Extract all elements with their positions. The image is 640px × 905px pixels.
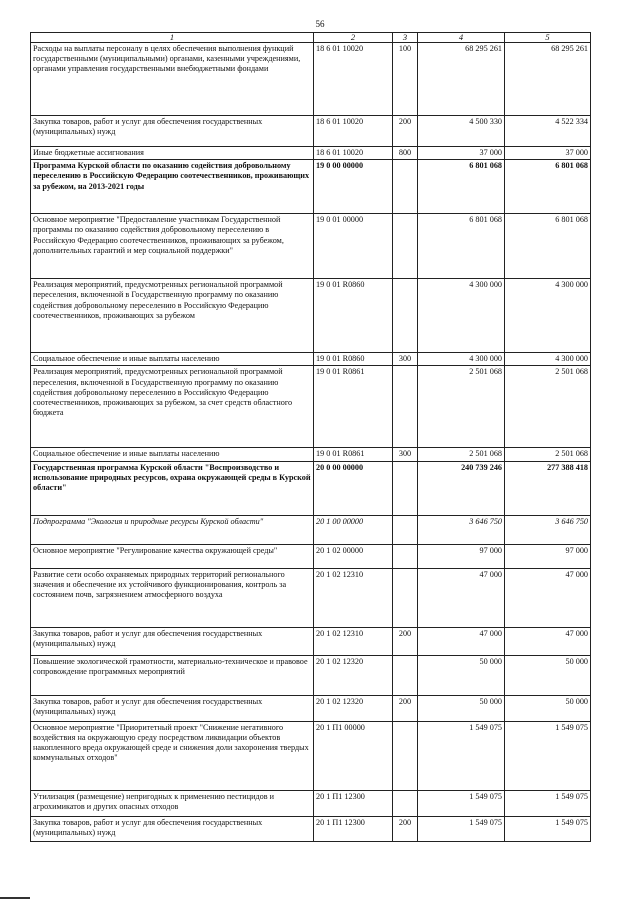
row-code-cell: 20 1 02 12310 — [314, 568, 393, 627]
row-code-cell: 19 0 01 00000 — [314, 214, 393, 279]
row-vr-cell — [393, 214, 418, 279]
row-code-cell: 20 1 П1 12300 — [314, 790, 393, 816]
row-vr-cell — [393, 568, 418, 627]
table-row — [31, 146, 591, 159]
row-vr-cell — [393, 366, 418, 448]
row-sum1-cell: 3 646 750 — [418, 515, 505, 544]
column-header-vr: 3 — [393, 33, 418, 43]
table-row — [31, 655, 591, 695]
column-header-code: 2 — [314, 33, 393, 43]
table-row — [31, 160, 591, 214]
row-sum1-cell: 2 501 068 — [418, 366, 505, 448]
row-sum1-cell: 1 549 075 — [418, 790, 505, 816]
row-vr-cell: 300 — [393, 353, 418, 366]
row-sum2-cell: 47 000 — [505, 627, 591, 655]
row-vr-cell: 200 — [393, 627, 418, 655]
row-sum2-cell: 2 501 068 — [505, 366, 591, 448]
row-sum2-cell: 50 000 — [505, 695, 591, 721]
row-sum2-cell: 68 295 261 — [505, 42, 591, 115]
row-code-cell: 19 0 01 R0861 — [314, 448, 393, 461]
row-sum2-cell: 1 549 075 — [505, 816, 591, 841]
row-sum2-cell: 4 300 000 — [505, 279, 591, 353]
row-vr-cell: 200 — [393, 816, 418, 841]
row-name-cell: Подпрограмма "Экология и природные ресурсы Курской области" — [31, 515, 314, 544]
row-sum1-cell: 68 295 261 — [418, 42, 505, 115]
row-code-cell: 18 6 01 10020 — [314, 42, 393, 115]
table-header-row — [31, 33, 591, 43]
row-vr-cell — [393, 461, 418, 515]
row-sum1-cell: 37 000 — [418, 146, 505, 159]
row-sum2-cell: 2 501 068 — [505, 448, 591, 461]
column-header-sum1: 4 — [418, 33, 505, 43]
row-code-cell: 19 0 00 00000 — [314, 160, 393, 214]
row-vr-cell: 200 — [393, 115, 418, 146]
row-code-cell: 20 1 02 00000 — [314, 544, 393, 568]
table-row — [31, 448, 591, 461]
row-name-cell: Развитие сети особо охраняемых природных территорий регионального значения и обеспечение их устойчивого функционирования, контроль за состоянием почв, загрязнением атмосферного воздуха — [31, 568, 314, 627]
row-sum1-cell: 1 549 075 — [418, 721, 505, 790]
row-code-cell: 19 0 01 R0860 — [314, 353, 393, 366]
row-vr-cell — [393, 721, 418, 790]
row-sum1-cell: 4 300 000 — [418, 353, 505, 366]
row-sum2-cell: 47 000 — [505, 568, 591, 627]
row-name-cell: Реализация мероприятий, предусмотренных региональной программой переселения, включенной в Государственную программу по оказанию содействия добровольному переселению в Российскую Федерацию соотечественников, проживающих за рубежом — [31, 279, 314, 353]
row-name-cell: Социальное обеспечение и иные выплаты населению — [31, 448, 314, 461]
footer-mark — [0, 897, 30, 899]
row-code-cell: 20 1 02 12310 — [314, 627, 393, 655]
row-vr-cell — [393, 790, 418, 816]
row-code-cell: 19 0 01 R0861 — [314, 366, 393, 448]
row-sum1-cell: 47 000 — [418, 568, 505, 627]
row-sum1-cell: 47 000 — [418, 627, 505, 655]
row-name-cell: Социальное обеспечение и иные выплаты населению — [31, 353, 314, 366]
row-code-cell: 20 1 П1 00000 — [314, 721, 393, 790]
row-sum2-cell: 6 801 068 — [505, 160, 591, 214]
row-code-cell: 18 6 01 10020 — [314, 115, 393, 146]
row-name-cell: Закупка товаров, работ и услуг для обеспечения государственных (муниципальных) нужд — [31, 816, 314, 841]
row-sum2-cell: 97 000 — [505, 544, 591, 568]
row-code-cell: 20 1 02 12320 — [314, 695, 393, 721]
table-row — [31, 353, 591, 366]
page-number: 56 — [315, 19, 325, 29]
row-sum1-cell: 1 549 075 — [418, 816, 505, 841]
row-sum2-cell: 4 300 000 — [505, 353, 591, 366]
row-name-cell: Основное мероприятие "Приоритетный проект "Снижение негативного воздействия на окружающую среду посредством ликвидации объектов накопленного вреда окружающей среде и снижения доли захоронения твердых коммунальных отходов" — [31, 721, 314, 790]
row-sum2-cell: 277 388 418 — [505, 461, 591, 515]
row-sum2-cell: 37 000 — [505, 146, 591, 159]
table-row — [31, 115, 591, 146]
row-sum2-cell: 6 801 068 — [505, 214, 591, 279]
budget-table — [30, 32, 591, 842]
row-name-cell: Реализация мероприятий, предусмотренных региональной программой переселения, включенной в Государственную программу по оказанию содействия добровольному переселению в Российскую Федерацию соотечественников, проживающих за рубежом, за счет средств областного бюджета — [31, 366, 314, 448]
table-row — [31, 627, 591, 655]
row-name-cell: Закупка товаров, работ и услуг для обеспечения государственных (муниципальных) нужд — [31, 115, 314, 146]
row-sum1-cell: 4 300 000 — [418, 279, 505, 353]
table-row — [31, 568, 591, 627]
row-name-cell: Основное мероприятие "Предоставление участникам Государственной программы по оказанию содействия добровольному переселению в Российскую Федерацию соотечественников, проживающих за рубежом, дополнительных гарантий и мер социальной поддержки" — [31, 214, 314, 279]
row-name-cell: Государственная программа Курской области "Воспроизводство и использование природных ресурсов, охрана окружающей среды в Курской области" — [31, 461, 314, 515]
row-vr-cell — [393, 279, 418, 353]
row-name-cell: Утилизация (размещение) непригодных к применению пестицидов и агрохимикатов и других опасных отходов — [31, 790, 314, 816]
row-vr-cell: 200 — [393, 695, 418, 721]
table-row — [31, 42, 591, 115]
table-row — [31, 721, 591, 790]
row-name-cell: Закупка товаров, работ и услуг для обеспечения государственных (муниципальных) нужд — [31, 695, 314, 721]
row-code-cell: 20 0 00 00000 — [314, 461, 393, 515]
row-sum2-cell: 1 549 075 — [505, 721, 591, 790]
row-sum1-cell: 6 801 068 — [418, 214, 505, 279]
table-body — [31, 42, 591, 841]
row-sum1-cell: 4 500 330 — [418, 115, 505, 146]
row-code-cell: 19 0 01 R0860 — [314, 279, 393, 353]
row-code-cell: 20 1 00 00000 — [314, 515, 393, 544]
row-vr-cell: 300 — [393, 448, 418, 461]
table-row — [31, 544, 591, 568]
row-sum1-cell: 50 000 — [418, 695, 505, 721]
row-sum2-cell: 1 549 075 — [505, 790, 591, 816]
row-code-cell: 20 1 П1 12300 — [314, 816, 393, 841]
table-row — [31, 214, 591, 279]
row-vr-cell — [393, 515, 418, 544]
row-code-cell: 18 6 01 10020 — [314, 146, 393, 159]
row-sum1-cell: 97 000 — [418, 544, 505, 568]
row-name-cell: Расходы на выплаты персоналу в целях обеспечения выполнения функций государственными (муниципальными) органами, казенными учреждениями, органами управления государственными внебюджетными фондами — [31, 42, 314, 115]
table-row — [31, 461, 591, 515]
row-vr-cell: 800 — [393, 146, 418, 159]
row-sum2-cell: 4 522 334 — [505, 115, 591, 146]
row-sum2-cell: 3 646 750 — [505, 515, 591, 544]
row-name-cell: Закупка товаров, работ и услуг для обеспечения государственных (муниципальных) нужд — [31, 627, 314, 655]
row-name-cell: Повышение экологической грамотности, материально-техническое и правовое сопровождение программных мероприятий — [31, 655, 314, 695]
row-name-cell: Иные бюджетные ассигнования — [31, 146, 314, 159]
row-vr-cell — [393, 160, 418, 214]
row-sum2-cell: 50 000 — [505, 655, 591, 695]
column-header-sum2: 5 — [505, 33, 591, 43]
table-row — [31, 816, 591, 841]
row-vr-cell — [393, 655, 418, 695]
table-row — [31, 515, 591, 544]
row-name-cell: Программа Курской области по оказанию содействия добровольному переселению в Российскую Федерацию соотечественников, проживающих за рубежом, на 2013-2021 годы — [31, 160, 314, 214]
table-row — [31, 695, 591, 721]
row-sum1-cell: 6 801 068 — [418, 160, 505, 214]
table-row — [31, 366, 591, 448]
row-name-cell: Основное мероприятие "Регулирование качества окружающей среды" — [31, 544, 314, 568]
row-vr-cell: 100 — [393, 42, 418, 115]
row-sum1-cell: 240 739 246 — [418, 461, 505, 515]
row-vr-cell — [393, 544, 418, 568]
table-row — [31, 790, 591, 816]
column-header-name: 1 — [31, 33, 314, 43]
row-sum1-cell: 50 000 — [418, 655, 505, 695]
row-sum1-cell: 2 501 068 — [418, 448, 505, 461]
table-row — [31, 279, 591, 353]
row-code-cell: 20 1 02 12320 — [314, 655, 393, 695]
